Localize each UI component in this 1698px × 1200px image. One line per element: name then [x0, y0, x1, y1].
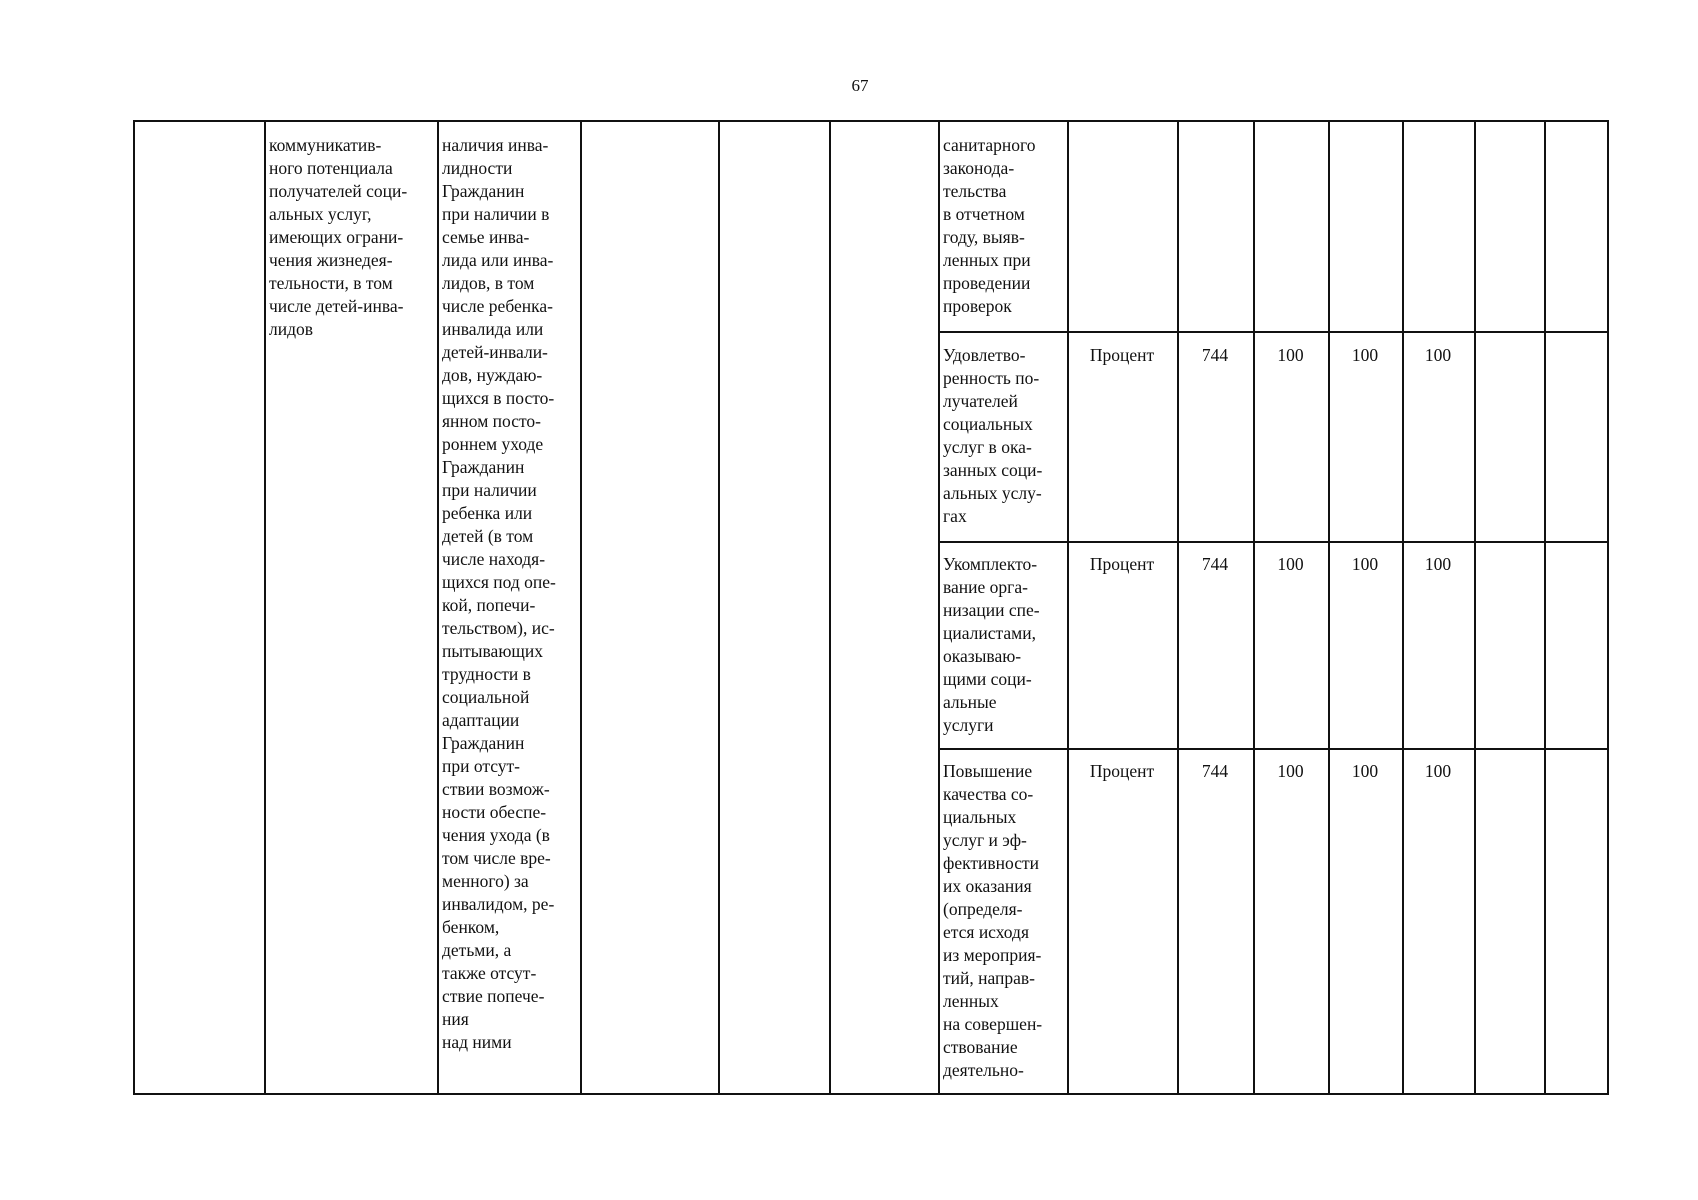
indicator-name: санитарного законода- тельства в отчетном году, выяв- ленных при проведении проверок — [943, 135, 1036, 316]
col-border — [437, 120, 439, 1095]
table-bottom-border — [133, 1093, 1609, 1095]
indicator-unit: Процент — [1089, 761, 1155, 781]
col-border — [1177, 120, 1179, 1095]
col-border — [264, 120, 266, 1095]
indicator-okei-code: 744 — [1201, 345, 1229, 365]
col-border — [580, 120, 582, 1095]
indicator-value: 100 — [1424, 554, 1452, 574]
indicator-value: 100 — [1277, 345, 1304, 365]
indicator-unit: Процент — [1089, 554, 1155, 574]
col-border — [1607, 120, 1609, 1095]
indicator-value: 100 — [1424, 345, 1452, 365]
table-top-border — [133, 120, 1609, 122]
col-border — [1402, 120, 1404, 1095]
indicator-value: 100 — [1424, 761, 1452, 781]
indicator-value: 100 — [1277, 761, 1304, 781]
indicator-name: Повышение качества со- циальных услуг и эф- фективности их оказания (определя- ется исходя из мероприя- тий, направ- ленных на совершен- ствование деятельно- — [943, 761, 1043, 1080]
col-border — [829, 120, 831, 1095]
indicator-value: 100 — [1351, 554, 1379, 574]
col-border — [938, 120, 940, 1095]
indicator-value: 100 — [1351, 761, 1379, 781]
indicator-unit: Процент — [1089, 345, 1155, 365]
indicator-okei-code: 744 — [1201, 761, 1229, 781]
col-border — [133, 120, 135, 1095]
col-border — [1253, 120, 1255, 1095]
indicator-okei-code: 744 — [1201, 554, 1229, 574]
recipient-category-text: коммуникатив- ного потенциала получателей соци- альных услуг, имеющих ограни- чения жизнедея- тельности, в том числе детей-инва- лидов — [269, 135, 408, 339]
row-border — [938, 541, 1609, 543]
indicator-value: 100 — [1277, 554, 1304, 574]
row-border — [938, 331, 1609, 333]
col-border — [1474, 120, 1476, 1095]
service-indicator-table — [133, 120, 1609, 1095]
page-number: 67 — [851, 76, 869, 95]
indicator-value: 100 — [1351, 345, 1379, 365]
col-border — [1067, 120, 1069, 1095]
indicator-name: Удовлетво- ренность по- лучателей социальных услуг в ока- занных соци- альных услу- гах — [943, 345, 1043, 526]
col-border — [1328, 120, 1330, 1095]
indicator-name: Укомплекто- вание орга- низации спе- циалистами, оказываю- щими соци- альные услуги — [943, 554, 1040, 735]
col-border — [1544, 120, 1546, 1095]
service-condition-text: наличия инва- лидности Гражданин при наличии в семье инва- лида или инва- лидов, в том числе ребенка- инвалида или детей-инвали- дов, нуждаю- щихся в посто- янном посто- роннем уходе Гражданин при наличии ребенка или детей (в том числе находя- щихся под опе- кой, попечи- тельством), ис- пытывающих трудности в социальной адаптации Гражданин при отсут- ствии возмож- ности обеспе- чения ухода (в том числе вре- менного) за инвалидом, ре- бенком, детьми, а также отсут- ствие попече- ния над ними — [442, 135, 556, 1052]
col-border — [718, 120, 720, 1095]
row-border — [938, 748, 1609, 750]
